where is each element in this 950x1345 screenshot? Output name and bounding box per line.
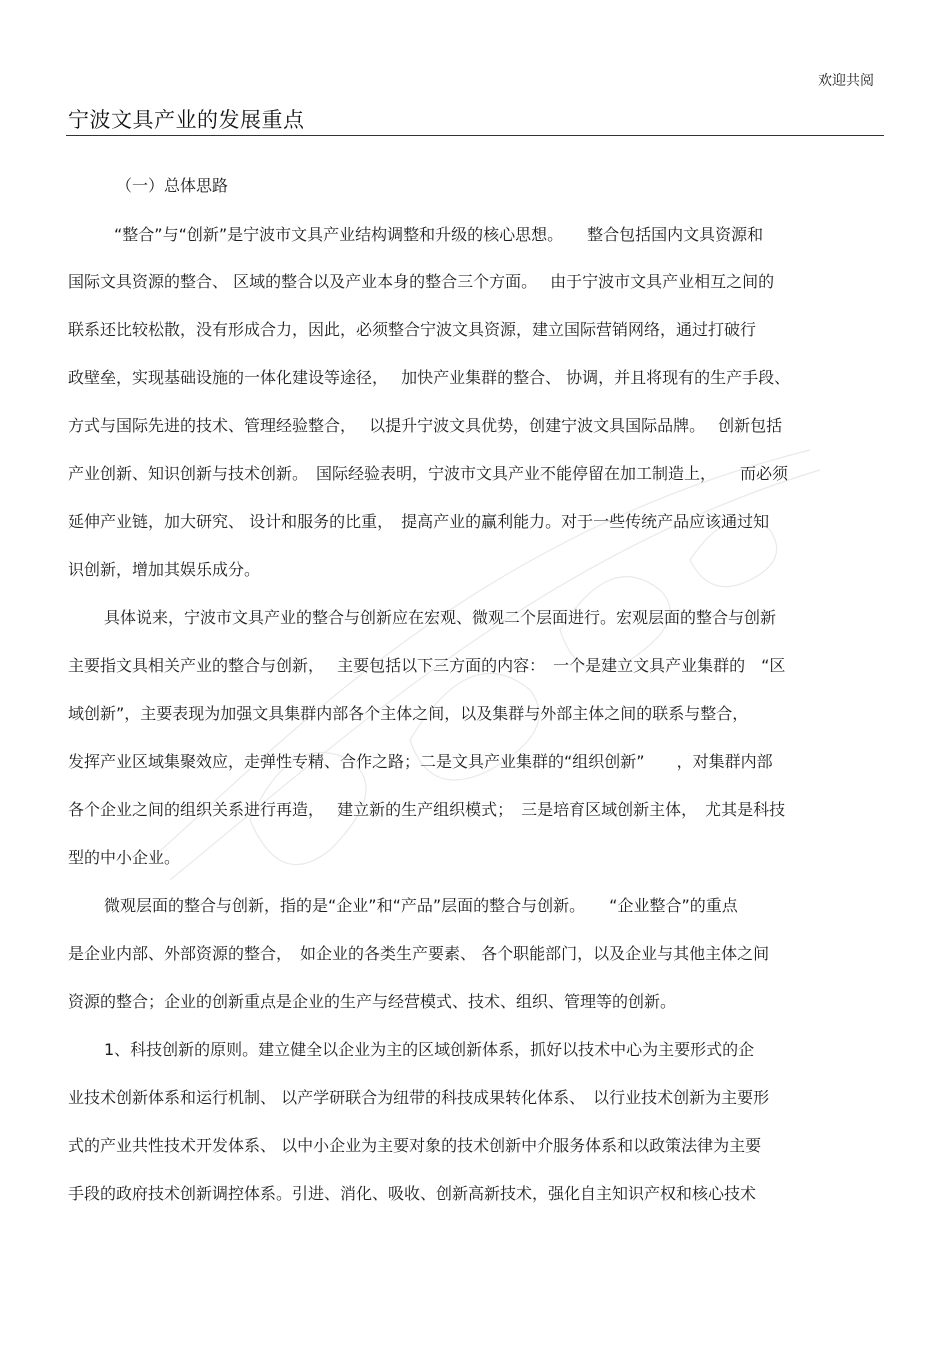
body-line: 1、科技创新的原则。建立健全以企业为主的区域创新体系，抓好以技术中心为主要形式的企 xyxy=(104,1040,755,1059)
body-line: 延伸产业链，加大研究、 设计和服务的比重， 提高产业的赢利能力。对于一些传统产品应该通过知 xyxy=(68,512,770,531)
body-line: 资源的整合；企业的创新重点是企业的生产与经营模式、技术、组织、管理等的创新。 xyxy=(68,992,677,1011)
body-line: 方式与国际先进的技术、管理经验整合， 以提升宁波文具优势，创建宁波文具国际品牌。 创新包括 xyxy=(68,416,783,435)
body-line: 微观层面的整合与创新，指的是“企业”和“产品”层面的整合与创新。 “企业整合”的重点 xyxy=(104,896,738,915)
header-note: 欢迎共阅 xyxy=(818,73,874,89)
body-line: 式的产业共性技术开发体系、 以中小企业为主要对象的技术创新中介服务体系和以政策法律为主要 xyxy=(68,1136,762,1155)
body-line: 域创新”，主要表现为加强文具集群内部各个主体之间，以及集群与外部主体之间的联系与整合， xyxy=(68,704,749,723)
body-line: “整合”与“创新”是宁波市文具产业结构调整和升级的核心思想。 整合包括国内文具资源和 xyxy=(114,225,764,244)
document-title: 宁波文具产业的发展重点 xyxy=(68,108,305,132)
body-line: 产业创新、知识创新与技术创新。 国际经验表明，宁波市文具产业不能停留在加工制造上， 而必须 xyxy=(68,464,789,483)
body-line: 是企业内部、外部资源的整合， 如企业的各类生产要素、 各个职能部门，以及企业与其他主体之间 xyxy=(68,944,770,963)
body-line: 发挥产业区域集聚效应，走弹性专精、合作之路；二是文具产业集群的“组织创新” ，对集群内部 xyxy=(68,752,773,771)
body-line: 政壁垒，实现基础设施的一体化建设等途径， 加快产业集群的整合、 协调，并且将现有的生产手段、 xyxy=(68,368,791,387)
body-line: 型的中小企业。 xyxy=(68,848,181,867)
body-line: 主要指文具相关产业的整合与创新， 主要包括以下三方面的内容： 一个是建立文具产业集群的 “区 xyxy=(68,656,786,675)
body-line: 各个企业之间的组织关系进行再造， 建立新的生产组织模式； 三是培育区域创新主体， 尤其是科技 xyxy=(68,800,786,819)
body-line-section-heading: （一）总体思路 xyxy=(116,176,229,195)
body-line: 识创新，增加其娱乐成分。 xyxy=(68,560,261,579)
body-line: 手段的政府技术创新调控体系。引进、消化、吸收、创新高新技术，强化自主知识产权和核心技术 xyxy=(68,1184,757,1203)
body-line: 业技术创新体系和运行机制、 以产学研联合为纽带的科技成果转化体系、 以行业技术创新为主要形 xyxy=(68,1088,770,1107)
body-line: 具体说来，宁波市文具产业的整合与创新应在宏观、微观二个层面进行。宏观层面的整合与创新 xyxy=(104,608,777,627)
body-line: 联系还比较松散，没有形成合力，因此，必须整合宁波文具资源，建立国际营销网络，通过打破行 xyxy=(68,320,757,339)
body-line: 国际文具资源的整合、 区域的整合以及产业本身的整合三个方面。 由于宁波市文具产业相互之间的 xyxy=(68,272,775,291)
